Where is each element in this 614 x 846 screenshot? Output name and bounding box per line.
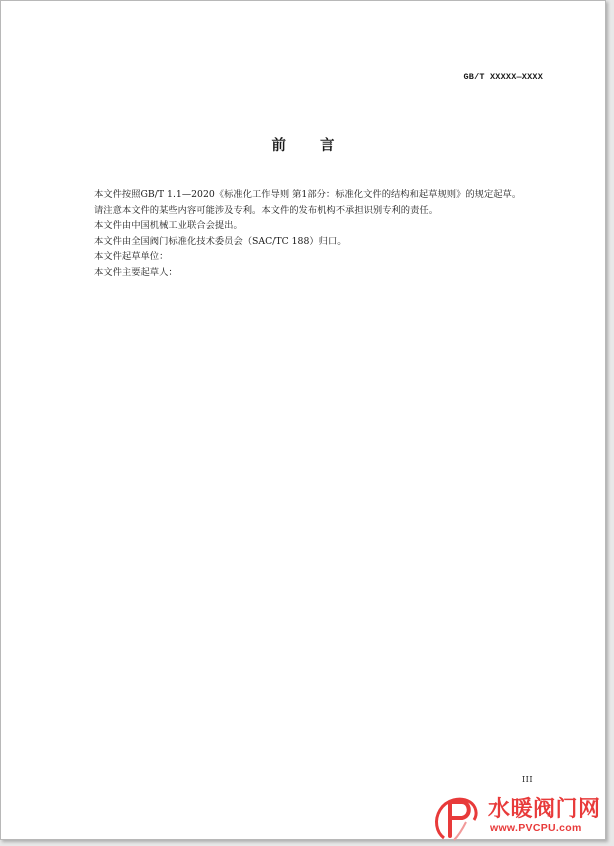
paragraph-technical-committee: 本文件由全国阀门标准化技术委员会（SAC/TC 188）归口。 [94,235,347,247]
watermark-logo-icon [430,792,482,844]
page-number: III [522,775,533,784]
site-watermark [430,786,612,846]
paragraph-patent-notice: 请注意本文件的某些内容可能涉及专利。本文件的发布机构不承担识别专利的责任。 [94,204,438,216]
paragraph-drafting-units: 本文件起草单位： [94,251,169,263]
foreword-body [74,187,546,281]
paragraph-proposed-by: 本文件由中国机械工业联合会提出。 [94,220,243,232]
paragraph-drafters: 本文件主要起草人： [94,266,178,278]
watermark-site-url: www.PVCPU.com [490,822,582,834]
paragraph-drafting-rules: 本文件按照GB/T 1.1—2020《标准化工作导则 第1部分：标准化文件的结构和起草规则》的规定起草。 [94,189,522,200]
page-title: 前言 [271,138,369,154]
standard-code: GB/T XXXXX—XXXX [463,72,543,82]
watermark-site-name: 水暖阀门网 [488,797,601,822]
